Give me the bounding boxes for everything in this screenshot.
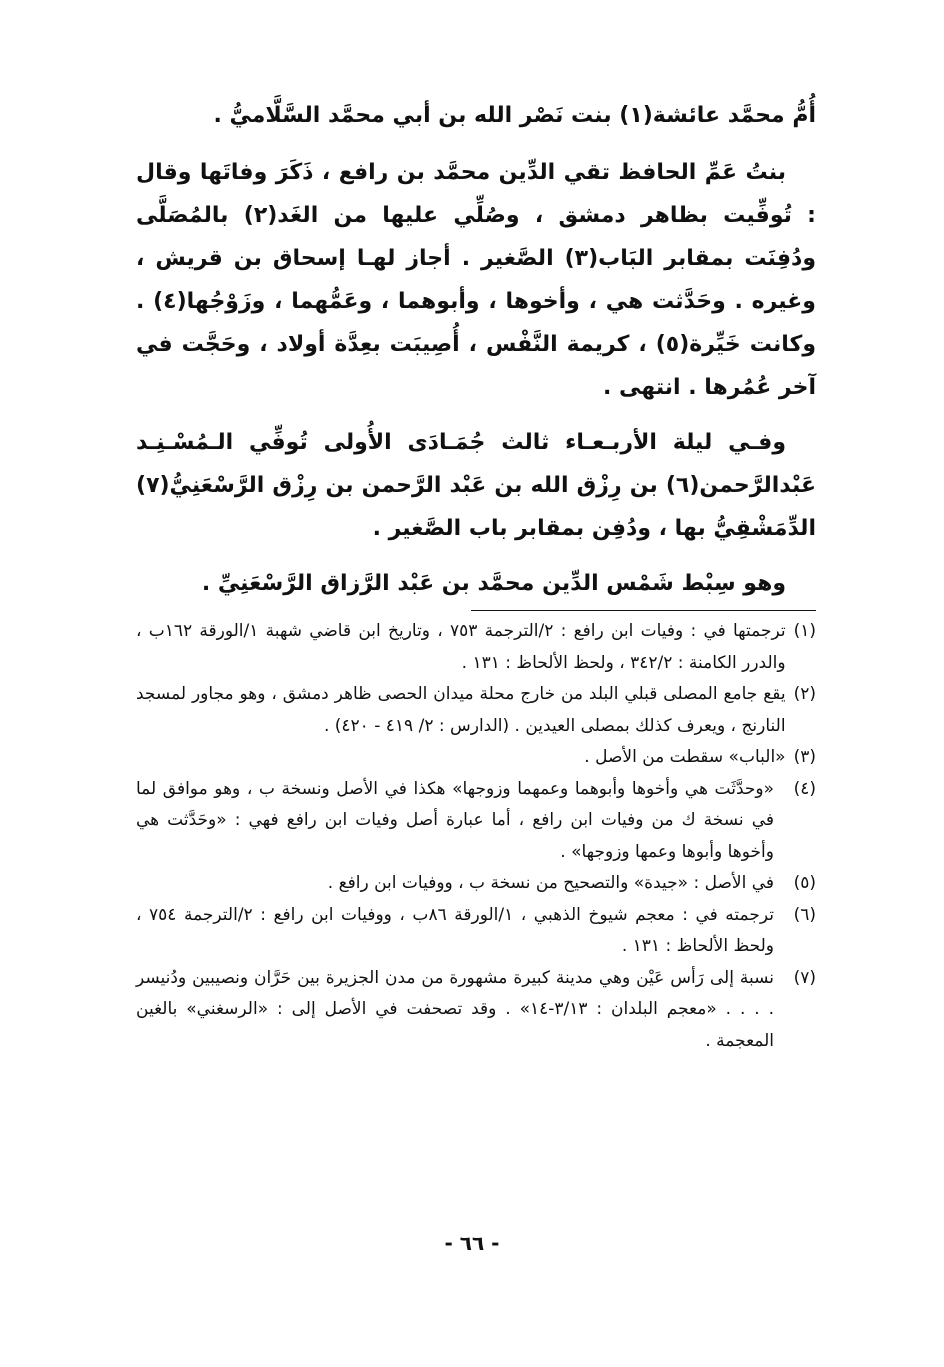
footnote-separator	[471, 610, 816, 611]
footnote-text: يقع جامع المصلى قبلي البلد من خارج محلة ميدان الحصى ظاهر دمشق ، وهو مجاور لمسجد النارنج ، ويعرف كذلك بمصلى العيدين . (الدارس : ٢/ ٤١٩ - ٤٢٠) .	[136, 684, 786, 736]
footnote-7	[136, 963, 816, 1058]
footnote-text: نسبة إلى رَأس عَيْن وهي مدينة كبيرة مشهورة من مدن الجزيرة بين حَرَّان ونصيبين ودُنيسر . . . . «معجم البلدان : ٣/١٣-١٤» . وقد تصحفت في الأصل إلى : «الرسغني» بالغين المعجمة .	[136, 967, 774, 1051]
paragraph-death-notice: وفـي ليلة الأربـعـاء ثالث جُمَـادَى الأُولى تُوفِّي الـمُسْـنِـد عَبْدالرَّحمن(٦) بن رِزْق الله بن عَبْد الرَّحمن بن رِزْق الرَّسْعَنِيُّ(٧) الدِّمَشْقِيُّ بها ، ودُفِن بمقابر باب الصَّغير .	[136, 430, 816, 541]
footnote-number: (٤)	[793, 778, 816, 799]
paragraph-lineage: وهو سِبْط شَمْس الدِّين محمَّد بن عَبْد الرَّزاق الرَّسْعَنِيِّ .	[201, 571, 786, 596]
footnote-3	[136, 742, 816, 774]
paragraph-biography: بنتُ عَمِّ الحافظ تقي الدِّين محمَّد بن رافع ، ذَكَرَ وفاتَها وقال : تُوفِّيت بظاهر دمشق ، وصُلِّي عليها من الغَد(٢) بالمُصَلَّى ودُفِنَت بمقابر البَاب(٣) الصَّغير . أجاز لهـا إسحاق بن قريش ، وغيره . وحَدَّثت هي ، وأخوها ، وأبوهما ، وعَمُّهما ، وزَوْجُها(٤) . وكانت خَيِّرة(٥) ، كريمة النَّفْس ، أُصِيبَت بعِدَّة أولاد ، وحَجَّت في آخر عُمُرها . انتهى .	[136, 160, 816, 400]
footnote-4	[136, 774, 816, 869]
footnote-text: ترجمتها في : وفيات ابن رافع : ٢/الترجمة ٧٥٣ ، وتاريخ ابن قاضي شهبة ١/الورقة ١٦٢ب ، والدرر الكامنة : ٣٤٢/٢ ، ولحظ الألحاظ : ١٣١ .	[136, 621, 786, 673]
footnote-1	[136, 616, 816, 679]
footnote-text: «الباب» سقطت من الأصل .	[584, 747, 786, 767]
footnotes	[136, 616, 816, 1057]
main-text	[136, 94, 816, 617]
footnote-number: (٣)	[793, 747, 816, 767]
footnote-text: «وحدَّثَت هي وأخوها وأبوهما وعمهما وزوجها» هكذا في الأصل ونسخة ب ، وهو موافق لما في نسخة ك من وفيات ابن رافع ، أما عبارة أصل وفيات ابن رافع فهي : «وحَدَّثت هي وأخوها وأبوها وعمها وزوجها» .	[136, 778, 774, 862]
footnote-number: (٢)	[793, 684, 816, 704]
footnote-5	[136, 868, 816, 900]
footnote-number: (٥)	[793, 873, 816, 893]
footnote-number: (١)	[793, 621, 816, 641]
entry-title: أُمُّ محمَّد عائشة(١) بنت نَصْر الله بن أبي محمَّد السَّلَّاميُّ .	[213, 103, 816, 128]
page-number: - ٦٦ -	[444, 1231, 500, 1255]
footnote-number: (٦)	[793, 904, 816, 925]
footnote-number: (٧)	[793, 967, 816, 988]
footnote-6	[136, 900, 816, 963]
footnote-text: في الأصل : «جيدة» والتصحيح من نسخة ب ، ووفيات ابن رافع .	[327, 873, 774, 893]
footnote-text: ترجمته في : معجم شيوخ الذهبي ، ١/الورقة ٨٦ب ، ووفيات ابن رافع : ٢/الترجمة ٧٥٤ ، ولحظ الألحاظ : ١٣١ .	[136, 904, 774, 956]
footnote-2	[136, 679, 816, 742]
